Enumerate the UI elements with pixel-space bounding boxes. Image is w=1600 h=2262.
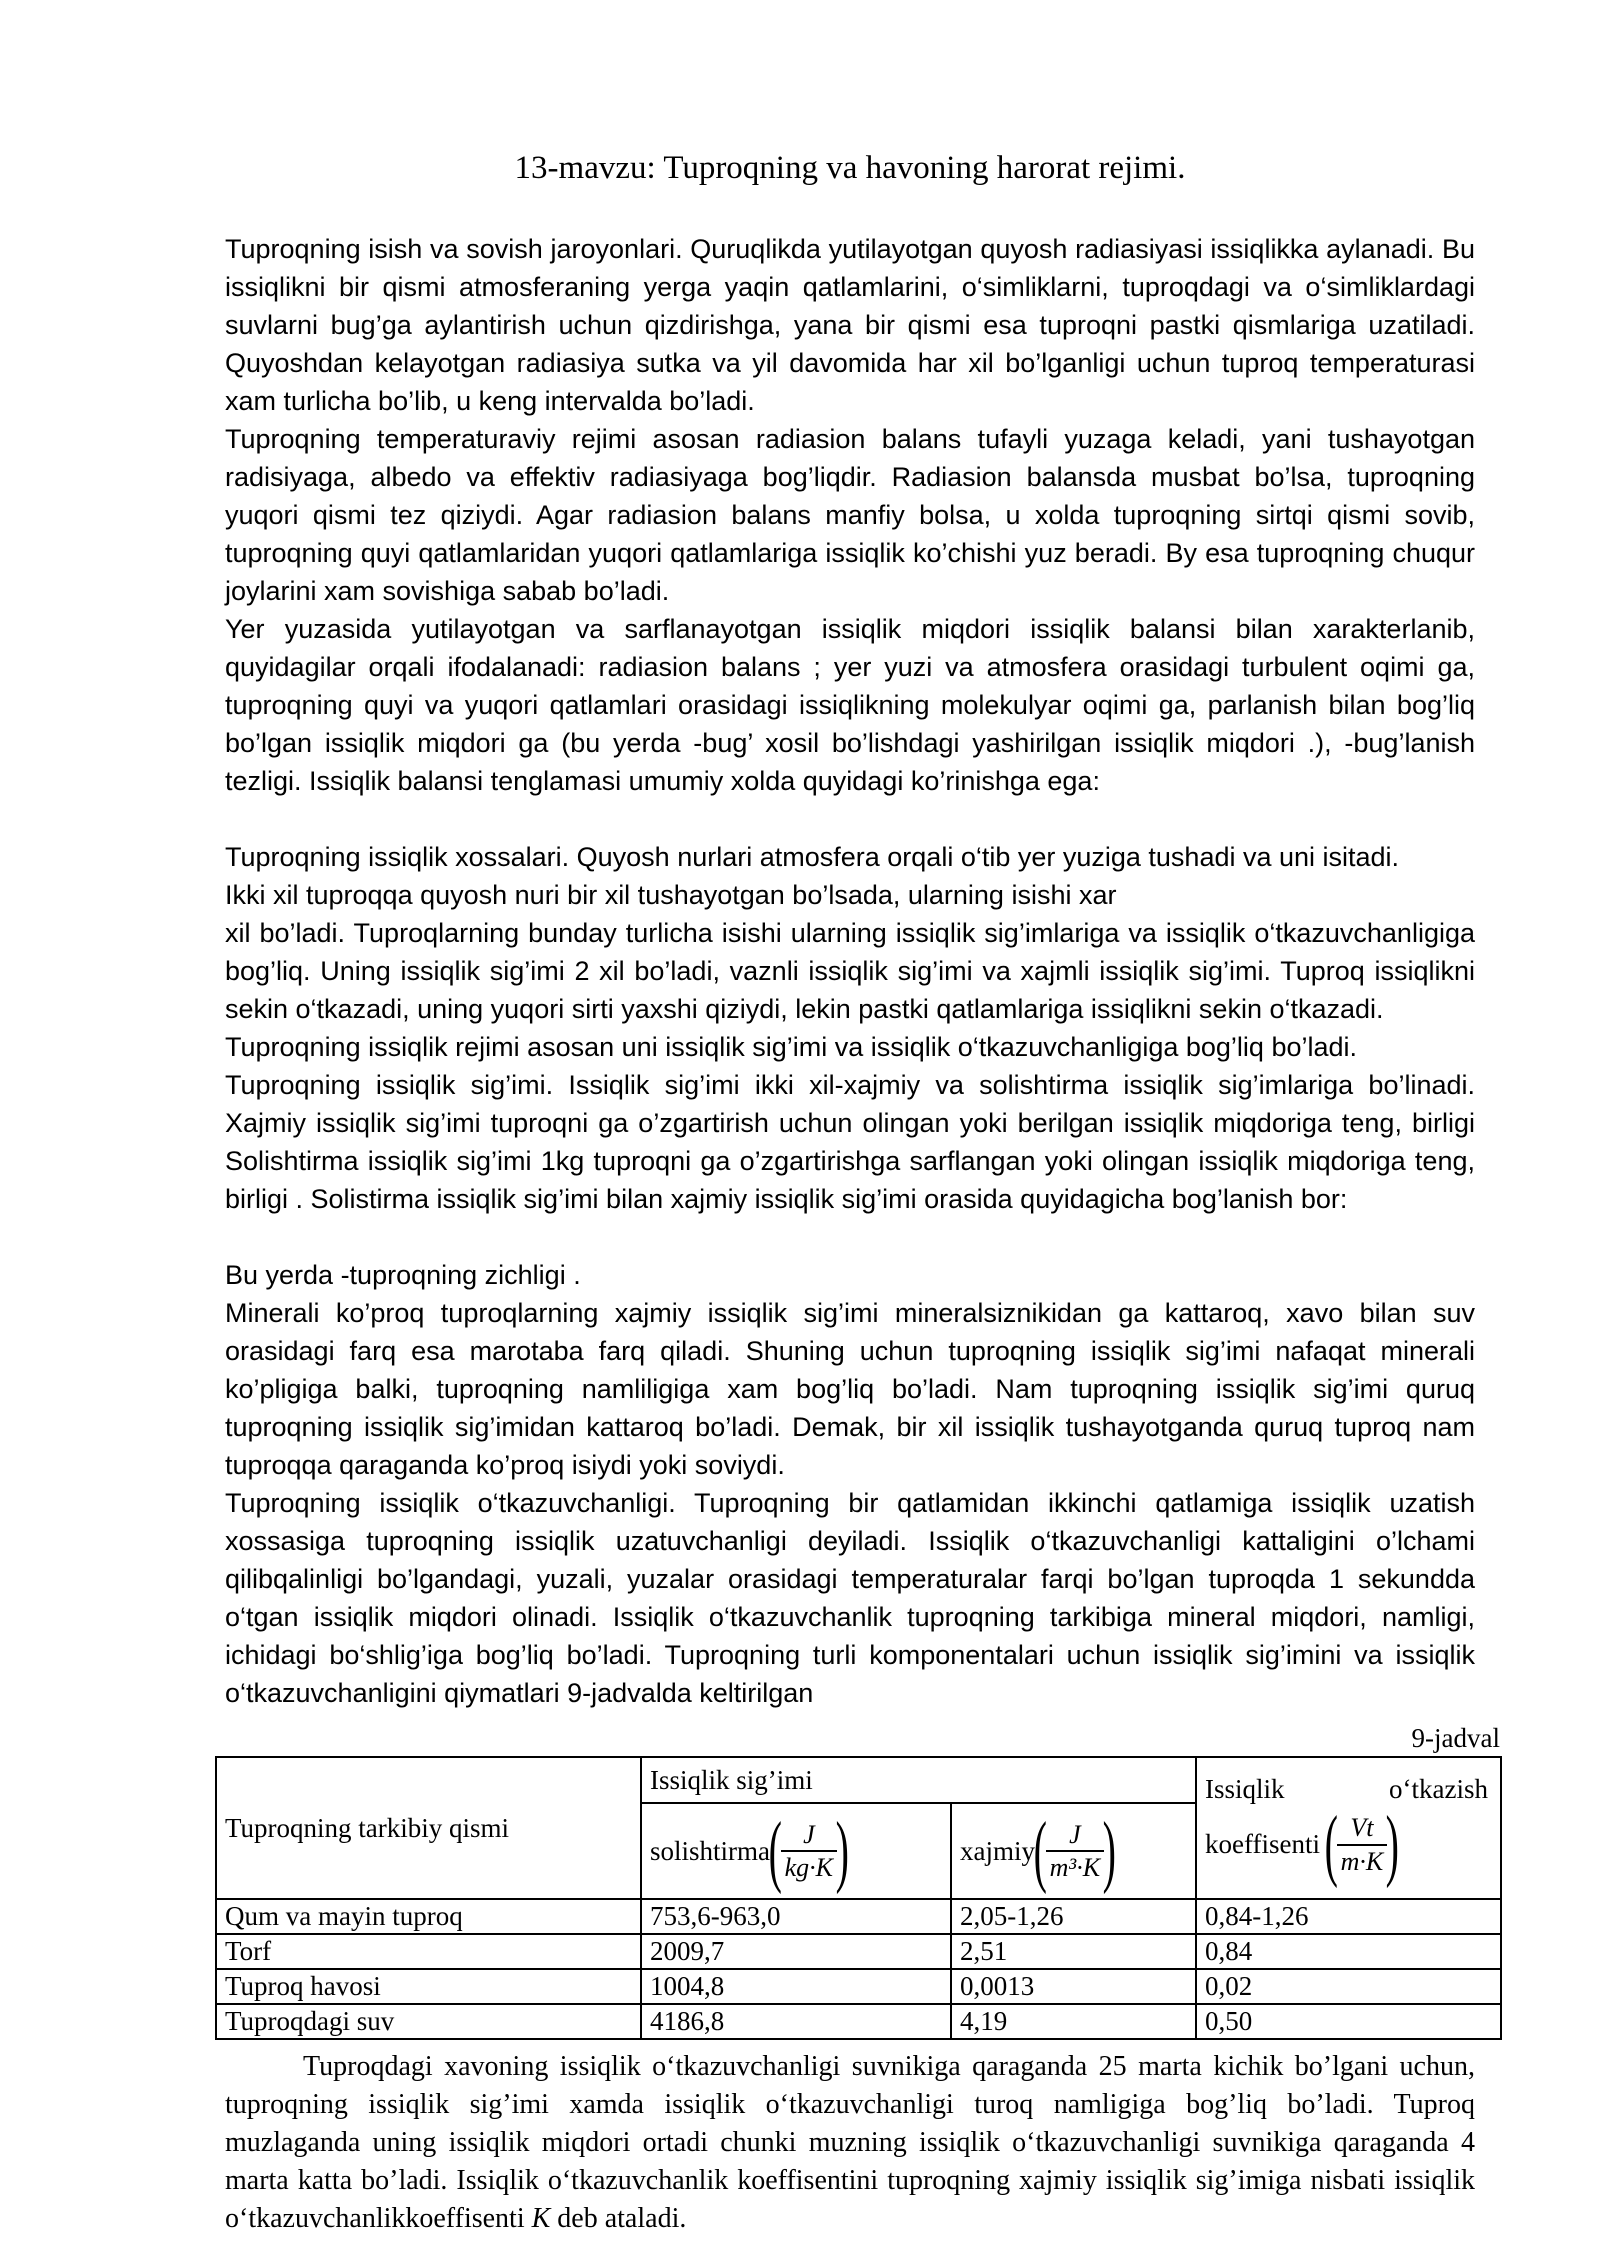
table-cell: Tuproq havosi (216, 1969, 641, 2004)
paragraph-spacer (225, 1218, 1475, 1256)
table-cell: 4186,8 (641, 2004, 951, 2039)
table-cell: 0,84-1,26 (1196, 1899, 1501, 1934)
table-label: 9-jadval (1411, 1723, 1500, 1753)
right-paren: ) (1385, 1800, 1400, 1889)
paragraph: Yer yuzasida yutilayotgan va sarflanayotgan issiqlik miqdori issiqlik balansi bilan xarakterlanib, quyidagilar orqali ifodalanadi: radiasion balans ; yer yuzi va atmosfera orasidagi turbulent oqimi ga, tuproqning quyi va yuqori qatlamlari orasidagi issiqlikning molekulyar oqimi ga, parlanish bilan bog’liq bo’lgan issiqlik miqdori ga (bu yerda -bug’ xosil bo’lishdagi yashirilgan issiqlik miqdori .), -bug’lanish tezligi. Issiqlik balansi tenglamasi umumiy xolda quyidagi ko’rinishga ega: (225, 614, 1475, 796)
table-row (216, 1899, 1501, 1934)
table-cell: Torf (216, 1934, 641, 1969)
conductivity-label: koeffisenti (1205, 1829, 1320, 1859)
paragraph: Tuproqning issiqlik rejimi asosan uni issiqlik sig’imi va issiqlik o‘tkazuvchanligiga bog’liq bo’ladi. (225, 1032, 1358, 1062)
table-body (216, 1899, 1501, 2039)
col1-header: Tuproqning tarkibiy qismi (216, 1757, 641, 1899)
closing-text-after: deb ataladi. (550, 2203, 687, 2234)
paragraph: Bu yerda -tuproqning zichligi . (225, 1260, 581, 1290)
table-row (216, 2004, 1501, 2039)
paragraph: Minerali ko’proq tuproqlarning xajmiy issiqlik sig’imi mineralsiznikidan ga kattaroq, xavo bilan suv orasidagi farq esa marotaba farq qiladi. Shuning uchun tuproqning issiqlik sig’imi nafaqat minerali ko’pligiga balki, tuproqning namliligiga xam bog’liq bo’ladi. Nam tuproqning issiqlik sig’imi quruq tuproqning issiqlik sig’imidan kattaroq bo’ladi. Demak, bir xil issiqlik tushayotganda quruq tuproq nam tuproqqa qaraganda ko’proq isiydi yoki soviydi. (225, 1298, 1475, 1480)
left-paren: ( (768, 1807, 782, 1895)
specific-heat-label: solishtirma (650, 1835, 770, 1866)
fraction-denominator: kg·K (781, 1850, 837, 1883)
volumetric-heat-label: xajmiy (960, 1835, 1035, 1866)
specific-heat-header (641, 1803, 951, 1899)
table-cell: 2009,7 (641, 1934, 951, 1969)
table-cell: Qum va mayin tuproq (216, 1899, 641, 1934)
right-paren: ) (835, 1807, 850, 1895)
table-cell: 4,19 (951, 2004, 1196, 2039)
fraction-denominator: m·K (1337, 1844, 1388, 1877)
conductivity-word1: Issiqlik (1205, 1773, 1285, 1804)
conductivity-formula (1205, 1800, 1492, 1889)
paragraph: Ikki xil tuproqqa quyosh nuri bir xil tushayotgan bo’lsada, ularning isishi xar (225, 880, 1117, 910)
group-header: Issiqlik sig’imi (641, 1757, 1196, 1803)
table-cell: 0,02 (1196, 1969, 1501, 2004)
table-cell: 0,84 (1196, 1934, 1501, 1969)
table-row (216, 1934, 1501, 1969)
left-paren: ( (1033, 1807, 1047, 1895)
fraction-numerator: Vt (1350, 1813, 1374, 1843)
paragraph: Tuproqning issiqlik sig’imi. Issiqlik sig’imi ikki xil-xajmiy va solishtirma issiqlik sig’imlariga bo’linadi. Xajmiy issiqlik sig’imi tuproqni ga o’zgartirish uchun olingan yoki berilgan issiqlik miqdoriga teng, birligi Solishtirma issiqlik sig’imi 1kg tuproqni ga o’zgartirishga sarflangan yoki olingan issiqlik miqdoriga teng, birligi . Solistirma issiqlik sig’imi bilan xajmiy issiqlik sig’imi orasida quyidagicha bog’lanish bor: (225, 1070, 1475, 1214)
table-cell: 753,6-963,0 (641, 1899, 951, 1934)
paragraph: Tuproqning issiqlik o‘tkazuvchanligi. Tuproqning bir qatlamidan ikkinchi qatlamiga issiqlik uzatish xossasiga tuproqning issiqlik uzatuvchanligi deyiladi. Issiqlik o‘tkazuvchanligi kattaligini o’lchami qilibqalinligi bo’lgandagi, yuzali, yuzalar orasidagi temperaturalar farqi bo’lgan tuproqda 1 sekundda o‘tgan issiqlik miqdori olinadi. Issiqlik o‘tkazuvchanlik tuproqning tarkibiga mineral miqdori, namligi, ichidagi bo‘shlig’iga bog’liq bo’ladi. Tuproqning turli komponentalari uchun issiqlik sig’imini va issiqlik o‘tkazuvchanligini qiymatlari 9-jadvalda keltirilgan (225, 1488, 1475, 1708)
table-zone (215, 1722, 1500, 2040)
k-symbol: K (531, 2203, 551, 2234)
left-paren: ( (1324, 1800, 1338, 1889)
right-paren: ) (1102, 1807, 1117, 1895)
paragraph: Tuproqning isish va sovish jaroyonlari. Quruqlikda yutilayotgan quyosh radiasiyasi issiqlikka aylanadi. Bu issiqlikni bir qismi atmosferaning yerga yaqin qatlamlarini, o‘simliklarni, tuproqdagi va o‘simliklardagi suvlarni bug’ga aylantirish uchun qizdirishga, yana bir qismi esa tuproqni pastki qismlariga uzatiladi. Quyoshdan kelayotgan radiasiya sutka va yil davomida har xil bo’lganligi uchun tuproq temperaturasi xam turlicha bo’lib, u keng intervalda bo’ladi. (225, 234, 1475, 416)
conductivity-header (1196, 1757, 1501, 1899)
document-paragraphs (225, 230, 1475, 1712)
fraction-numerator: J (803, 1819, 815, 1849)
paragraph: Tuproqning temperaturaviy rejimi asosan radiasion balans tufayli yuzaga keladi, yani tushayotgan radisiyaga, albedo va effektiv radiasiyaga bog’liqdir. Radiasion balansda musbat bo’lsa, tuproqning yuqori qismi tez qiziydi. Agar radiasion balans manfiy bolsa, u xolda tuproqning sirtqi qismi sovib, tuproqning quyi qatlamlaridan yuqori qatlamlariga issiqlik ko’chishi yuz beradi. By esa tuproqning chuqur joylarini xam sovishiga sabab bo’ladi. (225, 424, 1475, 606)
conductivity-word2: o‘tkazish (1389, 1773, 1489, 1804)
closing-text-before: Tuproqdagi xavoning issiqlik o‘tkazuvchanligi suvnikiga qaraganda 25 marta kichik bo’lgani uchun, tuproqning issiqlik sig’imi xamda issiqlik o‘tkazuvchanligi turoq namligiga bog’liq bo’ladi. Tuproq muzlaganda uning issiqlik miqdori ortadi chunki muzning issiqlik o‘tkazuvchanligi suvnikiga qaraganda 4 marta katta bo’ladi. Issiqlik o‘tkazuvchanlik koeffisentini tuproqning xajmiy issiqlik sig’imiga nisbati issiqlik o‘tkazuvchanlikkoeffisenti (225, 2051, 1475, 2234)
table-row (216, 1969, 1501, 2004)
table-header-row-1 (216, 1757, 1501, 1803)
table-cell: 0,50 (1196, 2004, 1501, 2039)
volumetric-heat-formula (960, 1807, 1117, 1895)
table-cell: 2,51 (951, 1934, 1196, 1969)
table-cell: 1004,8 (641, 1969, 951, 2004)
table-cell: Tuproqdagi suv (216, 2004, 641, 2039)
conductivity-fraction (1324, 1800, 1400, 1889)
document-title: 13-mavzu: Tuproqning va havoning harorat rejimi. (514, 150, 1186, 186)
properties-table (215, 1756, 1502, 2040)
fraction-denominator: m³·K (1046, 1850, 1104, 1883)
table-cell: 0,0013 (951, 1969, 1196, 2004)
paragraph: xil bo’ladi. Tuproqlarning bunday turlicha isishi ularning issiqlik sig’imlariga va issiqlik o‘tkazuvchanligiga bog’liq. Uning issiqlik sig’imi 2 xil bo’ladi, vaznli issiqlik sig’imi va xajmli issiqlik sig’imi. Tuproq issiqlikni sekin o‘tkazadi, uning yuqori sirti yaxshi qiziydi, lekin pastki qatlamlariga issiqlikni sekin o‘tkazadi. (225, 918, 1475, 1024)
specific-heat-formula (650, 1807, 850, 1895)
paragraph-spacer (225, 800, 1475, 838)
volumetric-heat-header (951, 1803, 1196, 1899)
paragraph: Tuproqning issiqlik xossalari. Quyosh nurlari atmosfera orqali o‘tib yer yuziga tushadi va uni isitadi. (225, 842, 1400, 872)
table-cell: 2,05-1,26 (951, 1899, 1196, 1934)
closing-paragraph (225, 2048, 1475, 2238)
conductivity-header-line1 (1205, 1774, 1492, 1805)
fraction-numerator: J (1069, 1819, 1081, 1849)
